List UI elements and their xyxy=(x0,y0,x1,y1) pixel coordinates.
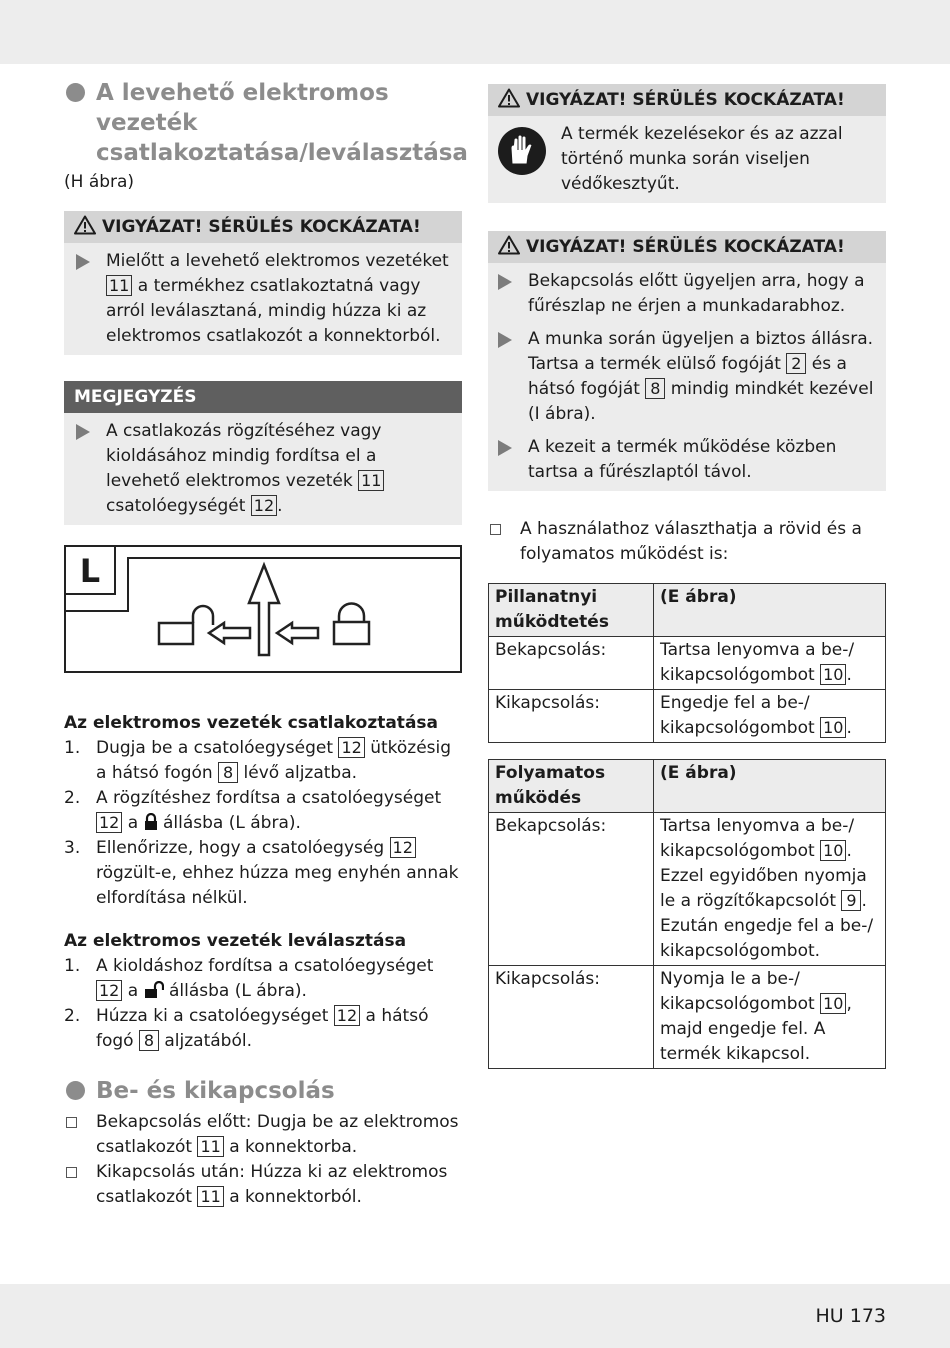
warning-triangle-icon xyxy=(74,215,96,235)
note-item: A csatlakozás rögzítéséhez vagy kioldásához mindig fordítsa el a levehető elektromos vezeték 11 csatolóegységét 12 . xyxy=(76,419,450,519)
part-number: 10 xyxy=(820,664,846,685)
subheading-connect: Az elektromos vezeték csatlakoztatása xyxy=(64,713,438,733)
note-box xyxy=(64,381,462,525)
part-number: 11 xyxy=(358,470,384,491)
table-momentary xyxy=(488,583,886,743)
part-number: 2 xyxy=(786,353,806,374)
arrow-bullet-icon xyxy=(498,274,512,290)
on-off-list xyxy=(64,1110,462,1210)
warning-header: VIGYÁZAT! SÉRÜLÉS KOCKÁZATA! xyxy=(488,231,886,263)
warning-box-gloves xyxy=(488,84,886,203)
part-number: 10 xyxy=(820,840,846,861)
part-number: 10 xyxy=(820,993,846,1014)
warning-triangle-icon xyxy=(498,88,520,108)
part-number: 11 xyxy=(106,275,132,296)
warning-item: A munka során ügyeljen a biztos állásra. Tartsa a termék elülső fogóját 2 és a hátsó fogóját 8 mindig mindkét kezével (I ábra). xyxy=(498,327,874,427)
warning-triangle-icon xyxy=(498,235,520,255)
part-number: 8 xyxy=(218,762,238,783)
table-row: Kikapcsolás: Engedje fel a be-/ kikapcsológombot 10 . xyxy=(489,690,886,743)
table-header-row: Pillanatnyi működtetés (E ábra) xyxy=(489,584,886,637)
part-number: 12 xyxy=(96,812,122,833)
arrow-up-icon xyxy=(249,565,279,655)
arrow-left-icon xyxy=(209,623,250,643)
unlocked-padlock-icon xyxy=(159,606,213,644)
warning-item: Bekapcsolás előtt ügyeljen arra, hogy a fűrészlap ne érjen a munkadarabhoz. xyxy=(498,269,874,319)
table-row: Bekapcsolás: Tartsa lenyomva a be-/ kikapcsológombot 10 . xyxy=(489,637,886,690)
list-item: 2. A rögzítéshez fordítsa a csatolóegységet 12 a állásba (L ábra). xyxy=(64,788,442,833)
figure-l xyxy=(64,545,462,673)
footer-band xyxy=(0,1284,950,1348)
warning-header: VIGYÁZAT! SÉRÜLÉS KOCKÁZATA! xyxy=(64,211,462,243)
warning-header: VIGYÁZAT! SÉRÜLÉS KOCKÁZATA! xyxy=(488,84,886,116)
arrow-bullet-icon xyxy=(76,424,90,440)
left-column xyxy=(64,78,468,1210)
right-column xyxy=(488,84,886,1069)
section-title-on-off: Be- és kikapcsolás xyxy=(64,1076,462,1106)
part-number: 11 xyxy=(197,1186,223,1207)
bullet-dot-icon xyxy=(66,83,85,102)
part-number: 12 xyxy=(251,495,277,516)
section-title-connect: A levehető elektromos vezeték csatlakoztatása/leválasztása xyxy=(64,78,462,168)
checkbox-bullet-icon xyxy=(66,1117,77,1128)
note-header: MEGJEGYZÉS xyxy=(64,381,462,413)
figure-reference: (H ábra) xyxy=(64,172,135,192)
part-number: 9 xyxy=(841,890,861,911)
gloves-icon xyxy=(497,126,547,176)
locked-padlock-icon xyxy=(144,813,158,830)
table-row: Bekapcsolás: Tartsa lenyomva a be-/ kikapcsológombot 10 . Ezzel egyidőben nyomja le a rögzítőkapcsolót 9 . Ezután engedje fel a be-/ kikapcsológombot. xyxy=(489,813,886,966)
arrow-bullet-icon xyxy=(498,332,512,348)
warning-item: A kezeit a termék működése közben tartsa a fűrészlaptól távol. xyxy=(498,435,874,485)
arrow-right-icon xyxy=(277,623,318,643)
lock-unlock-diagram xyxy=(66,547,460,671)
figure-label: L xyxy=(64,545,116,595)
table-header-row: Folyamatos működés (E ábra) xyxy=(489,760,886,813)
warning-box xyxy=(64,211,462,355)
warning-box-operation xyxy=(488,231,886,491)
list-item: 1. A kioldáshoz fordítsa a csatolóegységet 12 a állásba (L ábra). xyxy=(64,956,434,1001)
arrow-bullet-icon xyxy=(498,440,512,456)
warning-body xyxy=(64,243,462,355)
checkbox-bullet-icon xyxy=(490,524,501,535)
warning-item: Mielőtt a levehető elektromos vezetéket 11 a termékhez csatlakoztatná vagy arról leválasztaná, mindig húzza ki az elektromos csatlakozót a konnektorból. xyxy=(76,249,450,349)
part-number: 12 xyxy=(96,980,122,1001)
list-item: 3. Ellenőrizze, hogy a csatolóegység 12 rögzült-e, ehhez húzza meg enyhén annak elfordítása nélkül. xyxy=(64,838,459,908)
unlocked-padlock-icon xyxy=(144,981,164,998)
table-row: Kikapcsolás: Nyomja le a be-/ kikapcsológombot 10 , majd engedje fel. A termék kikapcsol. xyxy=(489,966,886,1069)
part-number: 8 xyxy=(139,1030,159,1051)
table-continuous xyxy=(488,759,886,1069)
part-number: 12 xyxy=(334,1005,360,1026)
arrow-bullet-icon xyxy=(76,254,90,270)
list-item: Kikapcsolás után: Húzza ki az elektromos csatlakozót 11 a konnektorból. xyxy=(64,1160,462,1210)
locked-padlock-icon xyxy=(334,604,369,645)
part-number: 12 xyxy=(338,737,364,758)
part-number: 10 xyxy=(820,717,846,738)
intro-text: A használathoz választhatja a rövid és a folyamatos működést is: xyxy=(488,517,886,567)
list-item: 2. Húzza ki a csatolóegységet 12 a hátsó fogó 8 aljzatából. xyxy=(64,1006,429,1051)
part-number: 12 xyxy=(390,837,416,858)
subheading-disconnect: Az elektromos vezeték leválasztása xyxy=(64,931,407,951)
note-body xyxy=(64,413,462,525)
warning-body: A termék kezelésekor és az azzal történő munka során viseljen védőkesztyűt. xyxy=(488,116,886,203)
checkbox-bullet-icon xyxy=(66,1167,77,1178)
part-number: 11 xyxy=(197,1136,223,1157)
header-band xyxy=(0,0,950,64)
part-number: 8 xyxy=(645,378,665,399)
bullet-dot-icon xyxy=(66,1081,85,1100)
disconnect-steps xyxy=(64,954,462,1054)
list-item: 1. Dugja be a csatolóegységet 12 ütközésig a hátsó fogón 8 lévő aljzatba. xyxy=(64,738,452,783)
connect-steps xyxy=(64,736,462,911)
list-item: Bekapcsolás előtt: Dugja be az elektromos csatlakozót 11 a konnektorba. xyxy=(64,1110,462,1160)
page-number: HU 173 xyxy=(815,1305,886,1327)
warning-body xyxy=(488,263,886,491)
